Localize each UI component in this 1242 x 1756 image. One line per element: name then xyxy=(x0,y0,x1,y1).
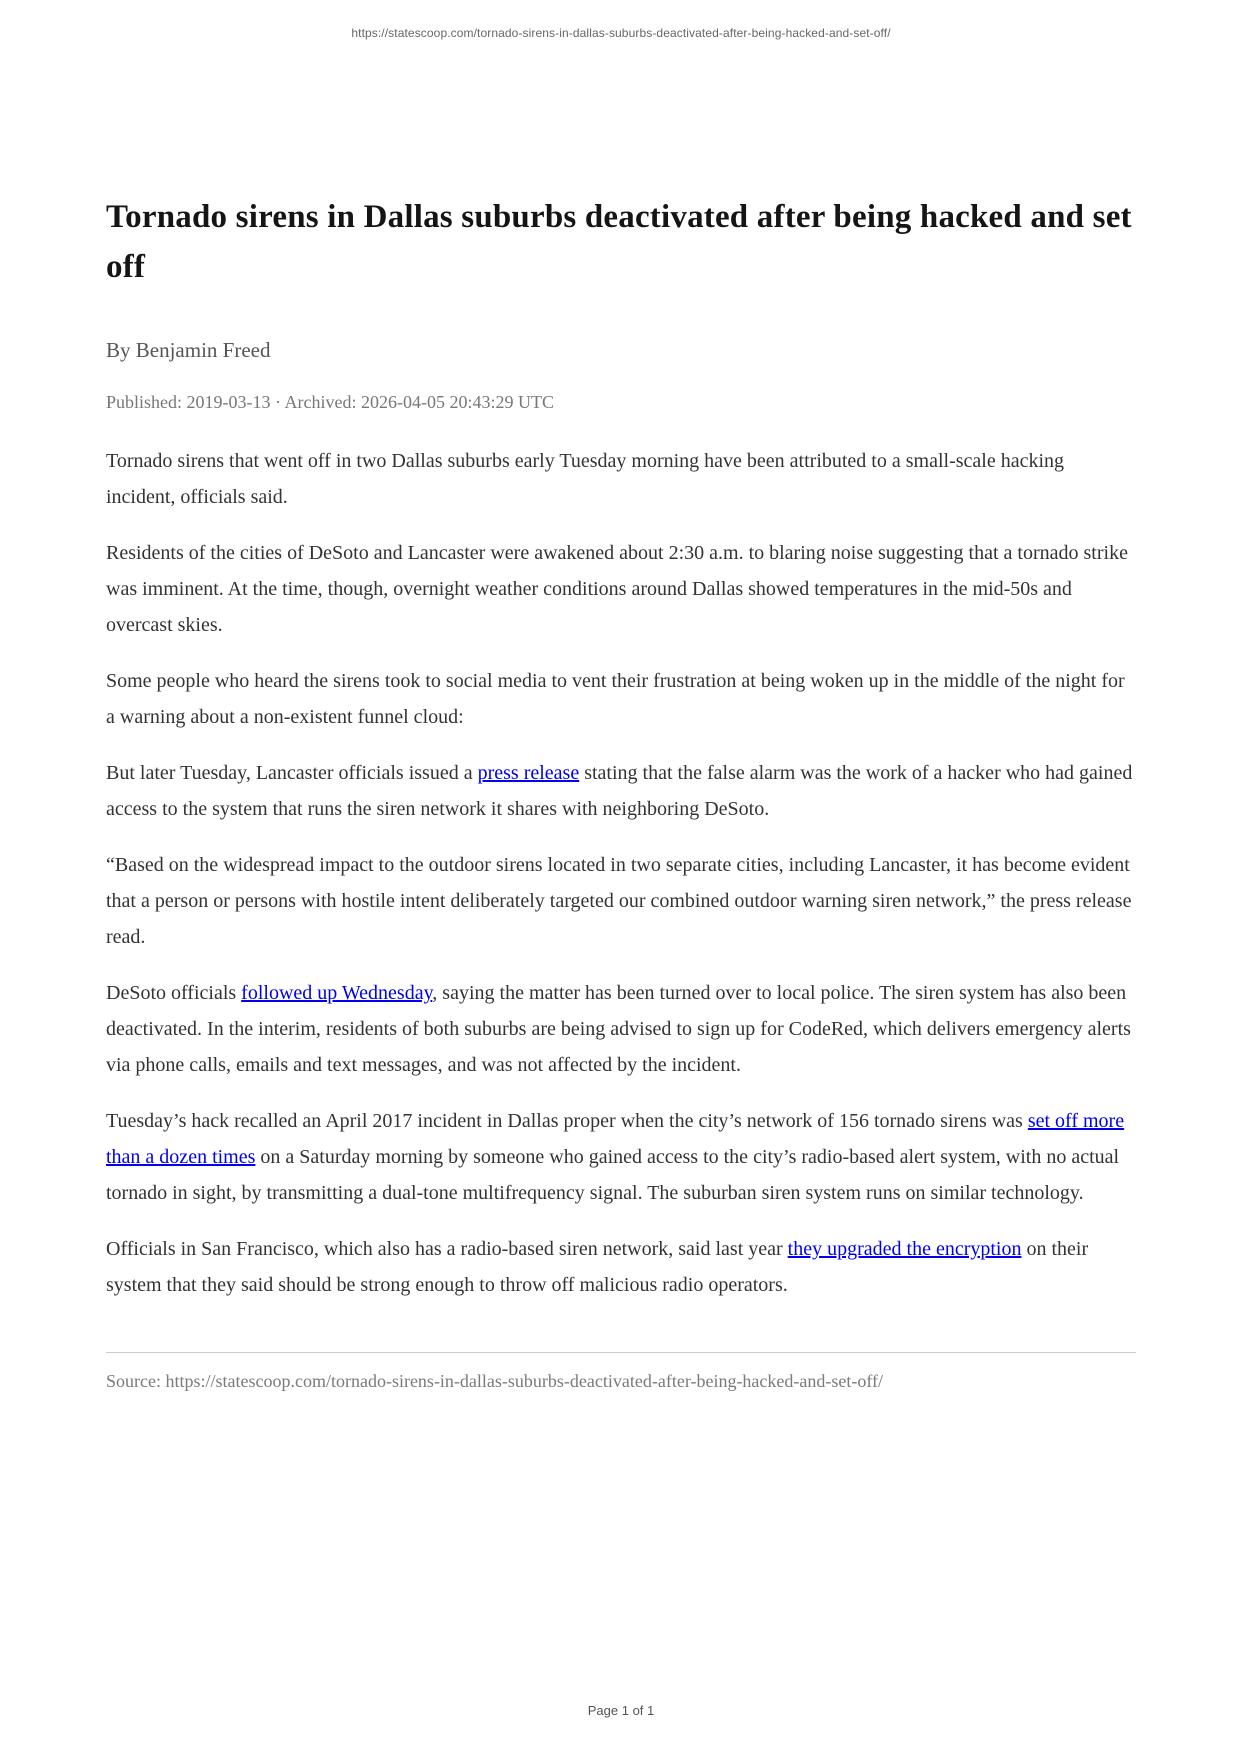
paragraph-text: But later Tuesday, Lancaster officials issued a xyxy=(106,762,478,784)
paragraph-text: on a Saturday morning by someone who gained access to the city’s radio-based alert system, with no actual tornado in sight, by transmitting a dual-tone multifrequency signal. The suburban siren system runs on similar technology. xyxy=(106,1146,1120,1204)
paragraph-text: Residents of the cities of DeSoto and Lancaster were awakened about 2:30 a.m. to blaring noise suggesting that a tornado strike was imminent. At the time, though, overnight weather conditions around Dallas showed temperatures in the mid-50s and overcast skies. xyxy=(106,542,1128,636)
source-line: Source: https://statescoop.com/tornado-sirens-in-dallas-suburbs-deactivated-after-being-hacked-and-set-off/ xyxy=(106,1371,884,1391)
paragraph-text: Some people who heard the sirens took to social media to vent their frustration at being woken up in the middle of the night for a warning about a non-existent funnel cloud: xyxy=(106,670,1125,728)
separator-rule xyxy=(106,1352,1136,1353)
published-archived-line: Published: 2019-03-13 · Archived: 2026-04-05 20:43:29 UTC xyxy=(106,392,554,412)
article xyxy=(0,192,1242,1393)
article-paragraph xyxy=(106,663,1136,735)
paragraph-text: stating that the false alarm was the work of a hacker who had gained access to the system that runs the siren network it shares with neighboring DeSoto. xyxy=(106,762,1133,820)
inline-link[interactable]: set off more than a dozen times xyxy=(106,1110,1125,1168)
article-paragraph xyxy=(106,755,1136,827)
page-footer: Page 1 of 1 xyxy=(587,1703,655,1718)
article-title: Tornado sirens in Dallas suburbs deactivated after being hacked and set off xyxy=(106,199,1132,285)
paragraph-text: Tuesday’s hack recalled an April 2017 incident in Dallas proper when the city’s network of 156 tornado sirens was xyxy=(106,1110,1028,1132)
article-paragraph xyxy=(106,847,1136,955)
page-header xyxy=(0,0,1242,40)
inline-link[interactable]: followed up Wednesday xyxy=(241,982,433,1004)
inline-link[interactable]: press release xyxy=(477,762,580,784)
paragraph-text: Tornado sirens that went off in two Dallas suburbs early Tuesday morning have been attributed to a small-scale hacking incident, officials said. xyxy=(106,450,1065,508)
article-paragraph xyxy=(106,535,1136,643)
paragraph-text: on their system that they said should be strong enough to throw off malicious radio operators. xyxy=(106,1238,1089,1296)
article-body xyxy=(106,443,1136,1303)
article-paragraph xyxy=(106,1231,1136,1303)
inline-link[interactable]: they upgraded the encryption xyxy=(787,1238,1022,1260)
article-paragraph xyxy=(106,1103,1136,1211)
article-paragraph xyxy=(106,443,1136,515)
paragraph-text: “Based on the widespread impact to the outdoor sirens located in two separate cities, including Lancaster, it has become evident that a person or persons with hostile intent deliberately targeted our combined outdoor warning siren network,” the press release read. xyxy=(106,854,1132,948)
paragraph-text: , saying the matter has been turned over to local police. The siren system has also been deactivated. In the interim, residents of both suburbs are being advised to sign up for CodeRed, which delivers emergency alerts via phone calls, emails and text messages, and was not affected by the incident. xyxy=(106,982,1131,1076)
article-byline: By Benjamin Freed xyxy=(106,338,271,362)
paragraph-text: Officials in San Francisco, which also has a radio-based siren network, said last year xyxy=(106,1238,788,1260)
header-url: https://statescoop.com/tornado-sirens-in-dallas-suburbs-deactivated-after-being-hacked-and-set-off/ xyxy=(351,26,891,40)
article-paragraph xyxy=(106,975,1136,1083)
paragraph-text: DeSoto officials xyxy=(106,982,242,1004)
